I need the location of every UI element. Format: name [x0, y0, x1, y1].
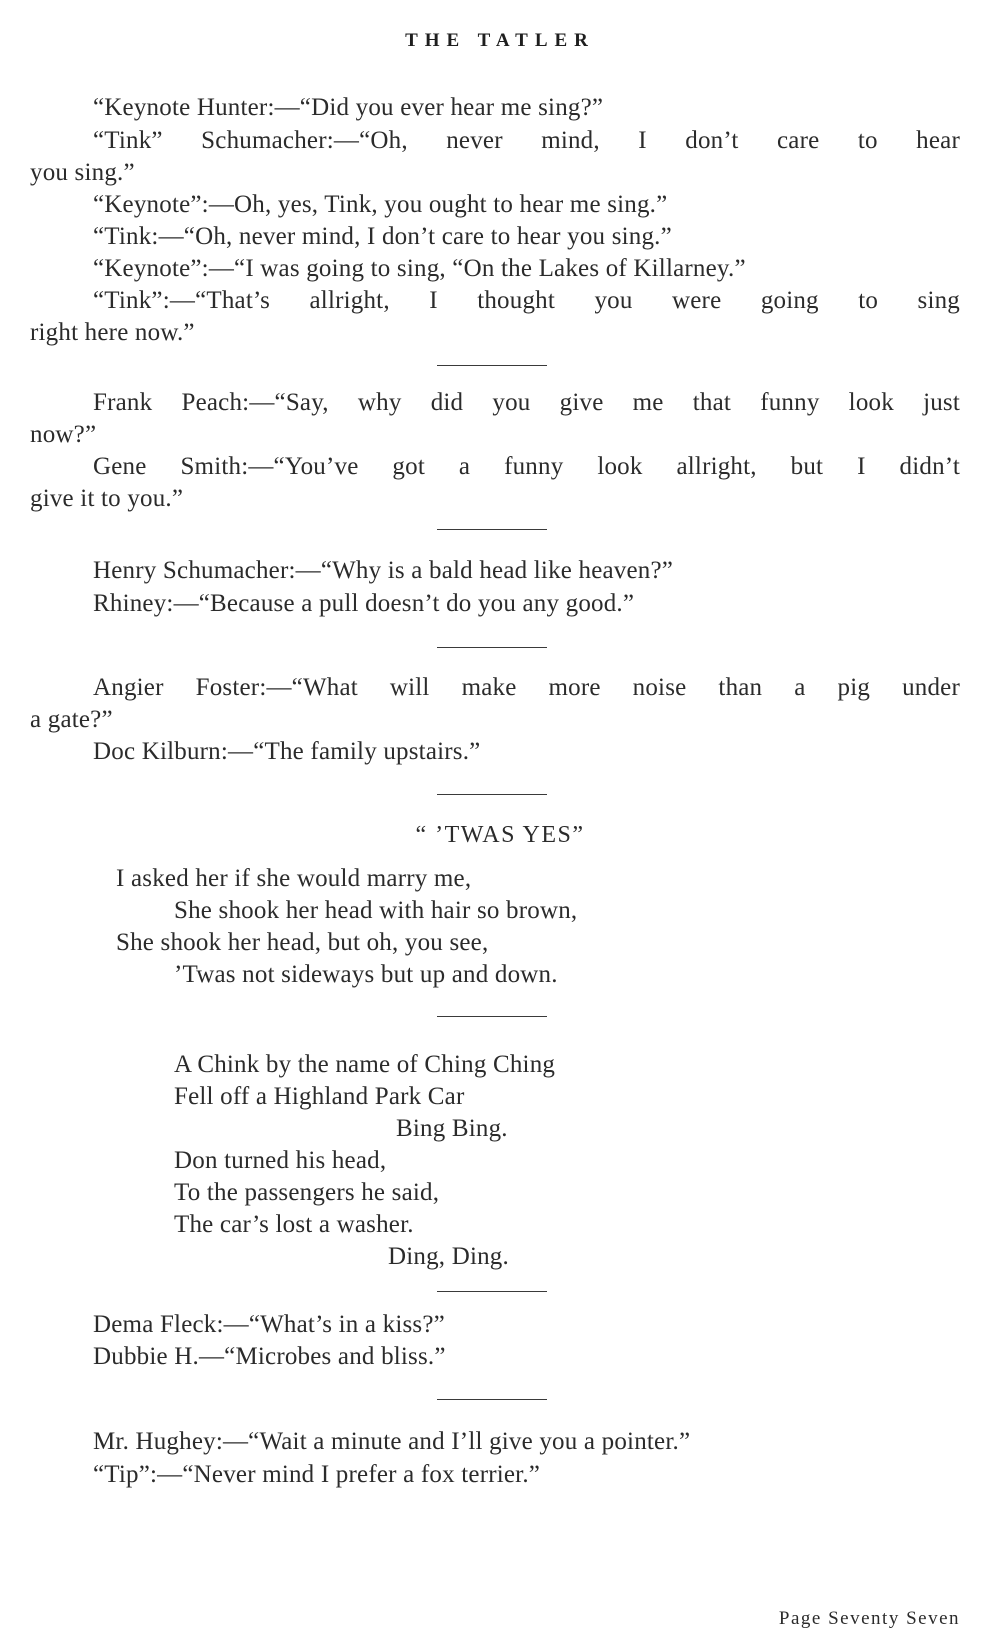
dialogue-line: Mr. Hughey:—“Wait a minute and I’ll give you a pointer.” — [93, 1428, 691, 1455]
poem-line: A Chink by the name of Ching Ching — [174, 1051, 556, 1078]
poem-line: ’Twas not sideways but up and down. — [174, 961, 558, 988]
dialogue-line: Frank Peach:—“Say, why did you give me that funny look just — [93, 389, 960, 416]
dialogue-line: “Tink”:—“That’s allright, I thought you were going to sing — [93, 287, 960, 314]
page-number: Page Seventy Seven — [778, 1608, 960, 1629]
dialogue-line: Dubbie H.—“Microbes and bliss.” — [93, 1343, 446, 1370]
dialogue-line: a gate?” — [30, 706, 113, 733]
section-divider — [437, 365, 547, 366]
dialogue-line: Gene Smith:—“You’ve got a funny look allright, but I didn’t — [93, 453, 960, 480]
section-divider — [437, 794, 547, 795]
dialogue-line: you sing.” — [30, 159, 135, 186]
dialogue-line: “Keynote Hunter:—“Did you ever hear me sing?” — [93, 94, 604, 121]
poem-line: I asked her if she would marry me, — [116, 865, 472, 892]
dialogue-line: Doc Kilburn:—“The family upstairs.” — [93, 738, 481, 765]
dialogue-line: Henry Schumacher:—“Why is a bald head like heaven?” — [93, 557, 674, 584]
section-divider — [437, 529, 547, 530]
poem-title: “ ’TWAS YES” — [415, 822, 585, 848]
dialogue-line: “Tink” Schumacher:—“Oh, never mind, I don’t care to hear — [93, 127, 960, 154]
dialogue-line: Rhiney:—“Because a pull doesn’t do you any good.” — [93, 590, 635, 617]
section-divider — [437, 1291, 547, 1292]
section-divider — [437, 1016, 547, 1017]
poem-line: She shook her head, but oh, you see, — [116, 929, 489, 956]
dialogue-line: now?” — [30, 421, 97, 448]
section-divider — [437, 1399, 547, 1400]
dialogue-line: right here now.” — [30, 319, 195, 346]
section-divider — [437, 647, 547, 648]
poem-line: Don turned his head, — [174, 1147, 387, 1174]
dialogue-line: give it to you.” — [30, 485, 184, 512]
dialogue-line: Angier Foster:—“What will make more noise than a pig under — [93, 674, 960, 701]
dialogue-line: Dema Fleck:—“What’s in a kiss?” — [93, 1311, 445, 1338]
dialogue-line: “Tip”:—“Never mind I prefer a fox terrier.” — [93, 1461, 541, 1488]
dialogue-line: “Keynote”:—Oh, yes, Tink, you ought to hear me sing.” — [93, 191, 668, 218]
poem-line: The car’s lost a washer. — [174, 1211, 414, 1238]
poem-line: To the passengers he said, — [174, 1179, 440, 1206]
poem-line: Bing Bing. — [396, 1115, 508, 1142]
dialogue-line: “Tink:—“Oh, never mind, I don’t care to hear you sing.” — [93, 223, 672, 250]
dialogue-line: “Keynote”:—“I was going to sing, “On the Lakes of Killarney.” — [93, 255, 746, 282]
poem-line: Ding, Ding. — [388, 1243, 509, 1270]
poem-line: She shook her head with hair so brown, — [174, 897, 578, 924]
poem-line: Fell off a Highland Park Car — [174, 1083, 465, 1110]
running-header: THE TATLER — [405, 30, 595, 51]
